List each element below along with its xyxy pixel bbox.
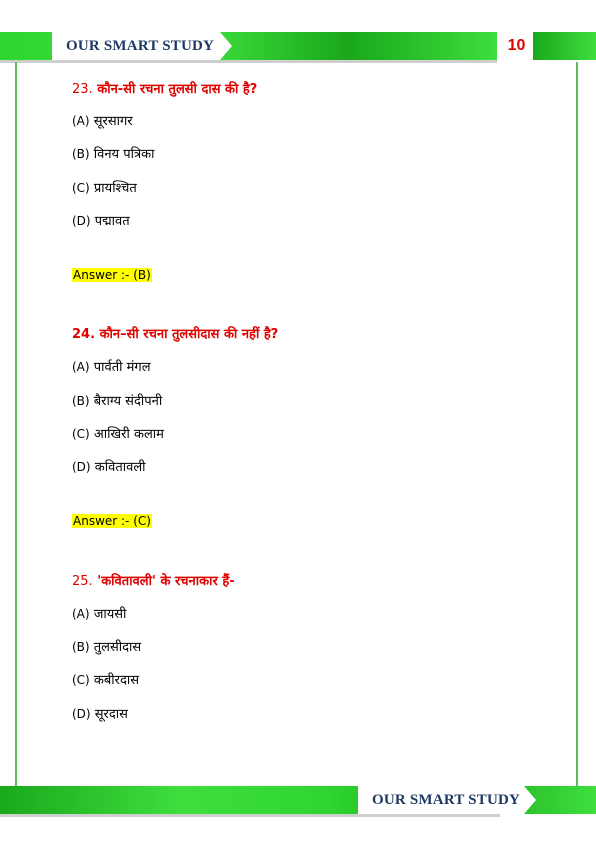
question-24-option-a (72, 357, 151, 375)
option-key: (A) (72, 360, 90, 374)
question-text: 'कवितावली' के रचनाकार हैं- (97, 574, 235, 589)
option-key: (D) (72, 214, 91, 228)
question-text: कौन-सी रचना तुलसी दास की है? (97, 82, 258, 97)
question-number: 23. (72, 82, 93, 97)
option-key: (B) (72, 640, 90, 654)
question-25-option-d (72, 704, 128, 722)
question-23-answer: Answer :- (B) (73, 268, 151, 282)
option-key: (C) (72, 181, 90, 195)
left-rule (15, 62, 17, 787)
question-25-option-c (72, 670, 139, 688)
question-24-option-d (72, 457, 146, 475)
option-text: जायसी (93, 607, 127, 622)
question-25-title (72, 571, 235, 589)
header-brand: OUR SMART STUDY (66, 37, 215, 54)
option-key: (A) (72, 607, 90, 621)
question-23-title (72, 79, 257, 97)
option-text: पद्मावत (94, 214, 130, 229)
option-key: (B) (72, 147, 90, 161)
question-number: 25. (72, 574, 93, 589)
question-number: 24. (72, 327, 96, 342)
question-23-option-d (72, 211, 130, 229)
question-24-answer: Answer :- (C) (73, 514, 151, 528)
option-key: (D) (72, 460, 91, 474)
question-24-option-b (72, 391, 162, 409)
page-number: 10 (507, 37, 526, 54)
option-text: सूरदास (94, 707, 128, 722)
footer-shadow (0, 814, 500, 817)
header-brand-tag (52, 32, 232, 60)
option-text: आखिरी कलाम (93, 427, 164, 442)
question-text: कौन–सी रचना तुलसीदास की नहीं है? (99, 327, 279, 342)
brand-arrow-shape (220, 32, 232, 60)
question-25-option-a (72, 604, 126, 622)
brand-arrow-shape (524, 786, 536, 814)
option-text: सूरसागर (93, 114, 133, 129)
option-text: पार्वती मंगल (93, 360, 151, 375)
footer-brand-tag (358, 786, 536, 814)
option-key: (C) (72, 673, 90, 687)
header-shadow (0, 60, 497, 63)
question-24-title (72, 324, 278, 342)
question-23-option-b (72, 144, 155, 162)
option-text: बैराग्य संदीपनी (93, 394, 163, 409)
question-23-option-a (72, 111, 133, 129)
footer-brand: OUR SMART STUDY (372, 791, 521, 808)
option-text: कवितावली (94, 460, 146, 475)
option-key: (A) (72, 114, 90, 128)
option-text: तुलसीदास (93, 640, 142, 655)
question-23-option-c (72, 178, 137, 196)
option-key: (D) (72, 707, 91, 721)
question-25-option-b (72, 637, 141, 655)
question-24-option-c (72, 424, 164, 442)
option-text: विनय पत्रिका (93, 147, 155, 162)
option-text: कबीरदास (93, 673, 140, 688)
right-rule (576, 62, 578, 787)
header-band-right (533, 32, 596, 60)
option-key: (B) (72, 394, 90, 408)
option-key: (C) (72, 427, 90, 441)
option-text: प्रायश्चित (93, 181, 137, 196)
